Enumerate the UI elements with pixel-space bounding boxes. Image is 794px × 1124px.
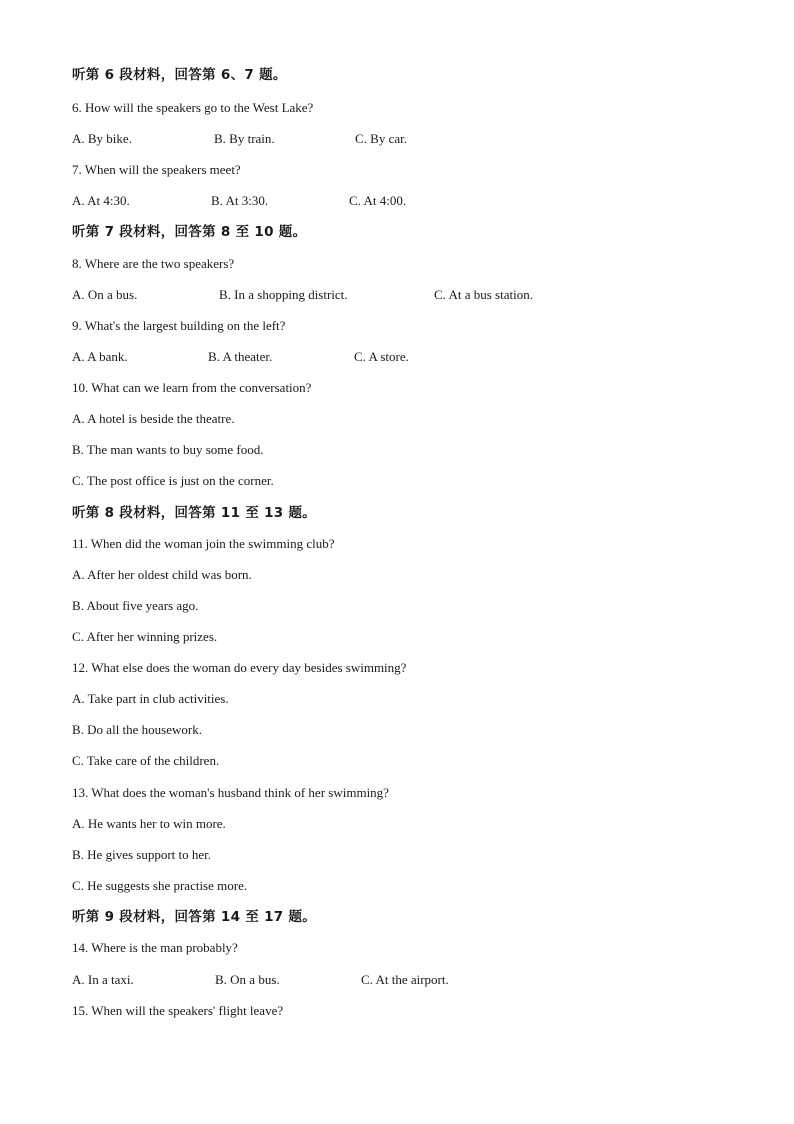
option-b: B. A theater. [208,349,273,364]
option-b: B. The man wants to buy some food. [72,442,264,457]
option-a: A. Take part in club activities. [72,691,229,706]
option-c: C. After her winning prizes. [72,629,218,644]
option-b: B. He gives support to her. [72,847,212,862]
option-c: C. A store. [354,349,409,364]
section-heading: 听第 6 段材料，回答第 6、7 题。 [72,67,287,83]
option-c: C. At a bus station. [434,287,533,302]
question-stem: 12. What else does the woman do every day besides swimming? [72,660,407,675]
option-a: A. In a taxi. [72,972,134,987]
section-heading: 听第 8 段材料，回答第 11 至 13 题。 [72,505,317,521]
question-stem: 9. What's the largest building on the left? [72,318,286,333]
option-a: A. On a bus. [72,287,138,302]
question-stem: 7. When will the speakers meet? [72,162,241,177]
options-row [72,193,672,209]
question-stem: 6. How will the speakers go to the West Lake? [72,100,314,115]
question-stem: 10. What can we learn from the conversation? [72,380,312,395]
section-heading: 听第 7 段材料，回答第 8 至 10 题。 [72,224,307,240]
option-c: C. He suggests she practise more. [72,878,248,893]
option-a: A. A bank. [72,349,128,364]
question-stem: 11. When did the woman join the swimming club? [72,536,335,551]
question-stem: 13. What does the woman's husband think of her swimming? [72,785,389,800]
option-b: B. In a shopping district. [219,287,348,302]
option-c: C. The post office is just on the corner. [72,473,274,488]
section-heading: 听第 9 段材料，回答第 14 至 17 题。 [72,909,317,925]
option-b: B. Do all the housework. [72,722,202,737]
option-a: A. At 4:30. [72,193,130,208]
option-a: A. He wants her to win more. [72,816,226,831]
option-a: A. By bike. [72,131,132,146]
option-a: A. A hotel is beside the theatre. [72,411,235,426]
option-a: A. After her oldest child was born. [72,567,252,582]
option-c: C. By car. [355,131,407,146]
question-stem: 15. When will the speakers' flight leave? [72,1003,284,1018]
options-row [72,287,672,303]
option-c: C. Take care of the children. [72,753,220,768]
question-stem: 14. Where is the man probably? [72,940,238,955]
option-c: C. At 4:00. [349,193,407,208]
option-b: B. By train. [214,131,275,146]
options-row [72,972,672,988]
question-stem: 8. Where are the two speakers? [72,256,235,271]
options-row [72,131,672,147]
option-b: B. On a bus. [215,972,280,987]
options-row [72,349,672,365]
option-b: B. About five years ago. [72,598,199,613]
option-c: C. At the airport. [361,972,449,987]
option-b: B. At 3:30. [211,193,269,208]
